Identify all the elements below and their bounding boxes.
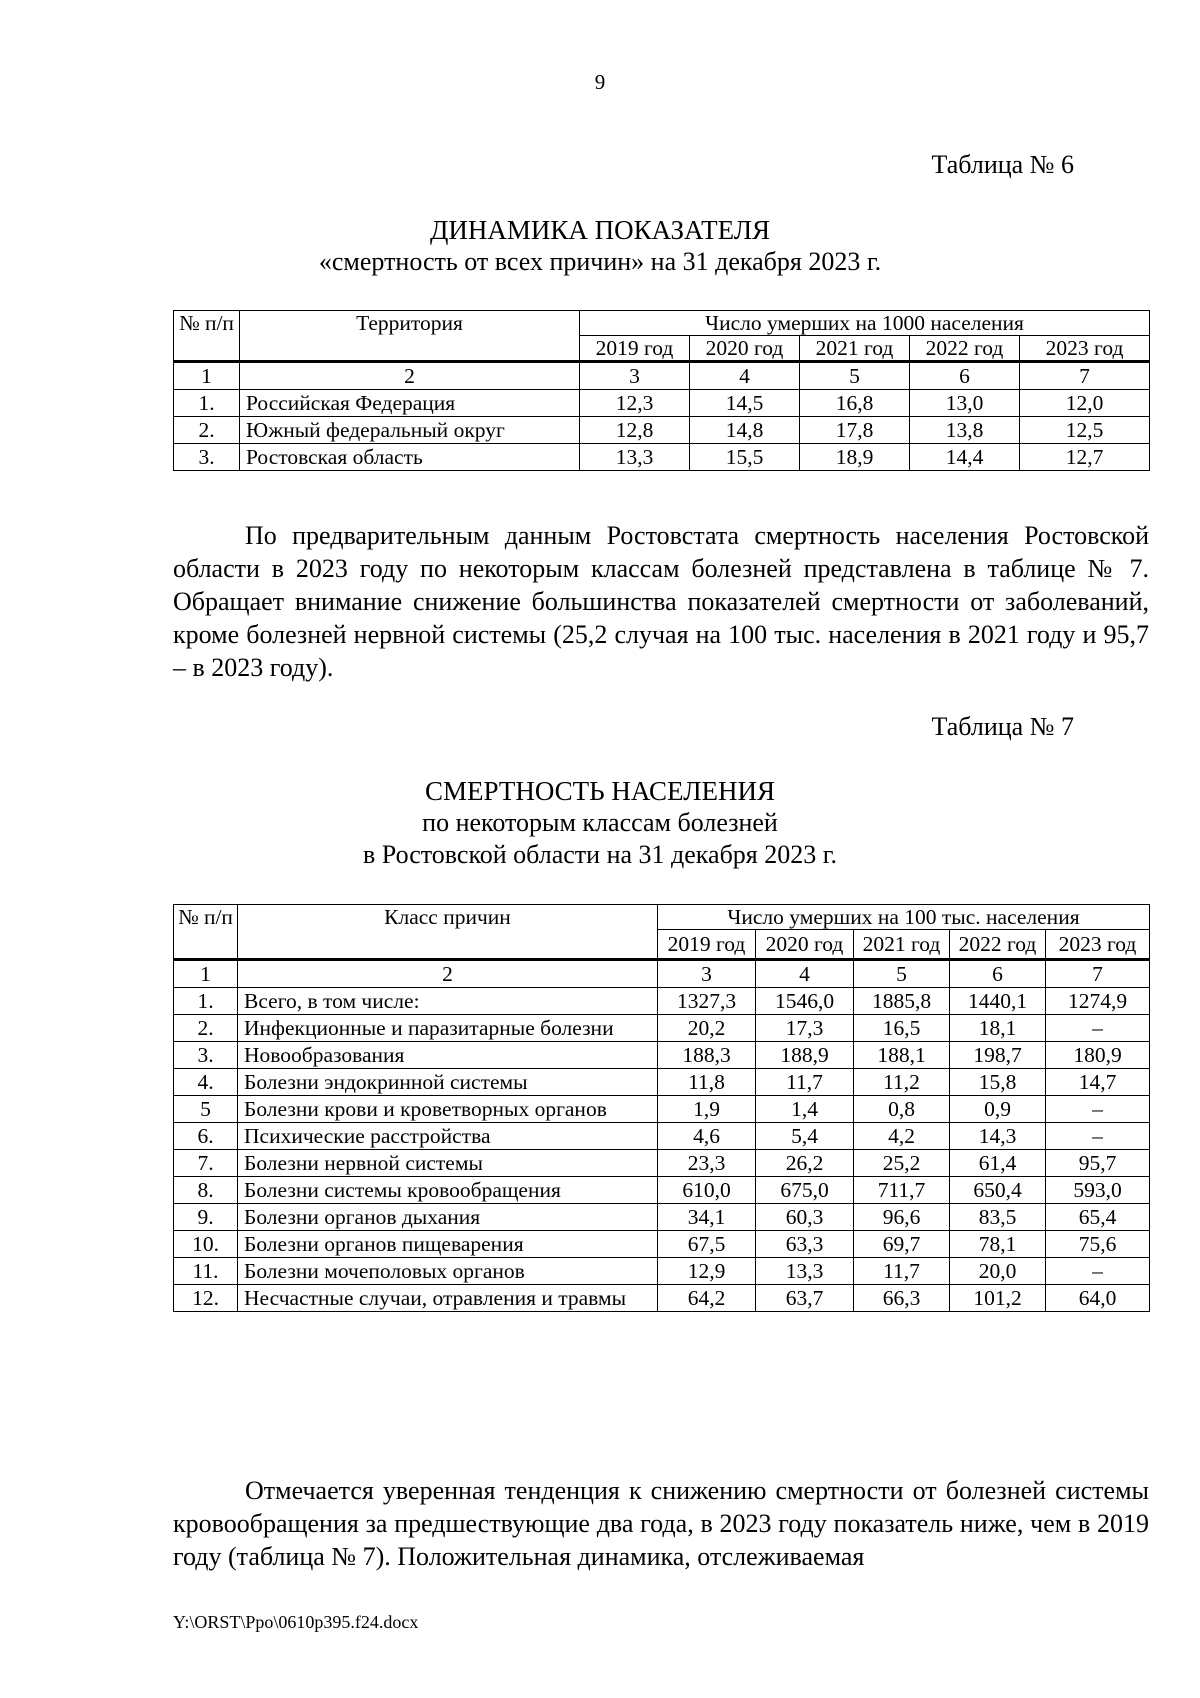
row-value: 13,0 (910, 390, 1020, 417)
row-value: – (1046, 1258, 1150, 1285)
row-value: 61,4 (950, 1150, 1046, 1177)
table6-title: ДИНАМИКА ПОКАЗАТЕЛЯ (429, 215, 771, 245)
table7-title: СМЕРТНОСТЬ НАСЕЛЕНИЯ (424, 776, 776, 806)
table-row (174, 417, 1150, 444)
row-number: 10. (174, 1231, 238, 1258)
row-value: 63,7 (756, 1285, 854, 1312)
paragraph-2-text: Отмечается уверенная тенденция к снижению смертности от болезней системы кровообращения за предшествующие два года, в 2023 году показатель ниже, чем в 2019 году (таблица № 7). Положительная динамика, отслеживаемая (173, 1476, 1149, 1571)
table6-caption: Таблица № 6 (931, 150, 1074, 179)
row-value: 4,6 (658, 1123, 756, 1150)
table-row (174, 988, 1150, 1015)
table7-column-number: 7 (1046, 960, 1150, 988)
row-value: 11,2 (854, 1069, 950, 1096)
row-value: 0,9 (950, 1096, 1046, 1123)
row-value: 11,7 (854, 1258, 950, 1285)
row-value: 12,5 (1020, 417, 1150, 444)
row-value: 1,4 (756, 1096, 854, 1123)
paragraph-2 (173, 1474, 1149, 1573)
table6-header-year: 2020 год (690, 336, 800, 362)
table6-header-year: 2021 год (800, 336, 910, 362)
table7-header-year: 2022 год (950, 930, 1046, 960)
row-number: 1. (174, 390, 240, 417)
table7-caption: Таблица № 7 (931, 712, 1074, 741)
row-value: 17,3 (756, 1015, 854, 1042)
table7-column-number: 4 (756, 960, 854, 988)
table7-column-number: 6 (950, 960, 1046, 988)
table6-column-number: 3 (580, 362, 690, 390)
row-value: 12,0 (1020, 390, 1150, 417)
table7-subtitle-1: по некоторым классам болезней (422, 808, 778, 837)
row-label: Болезни нервной системы (238, 1150, 658, 1177)
table-row (174, 1069, 1150, 1096)
row-value: 14,5 (690, 390, 800, 417)
row-value: 198,7 (950, 1042, 1046, 1069)
row-value: 593,0 (1046, 1177, 1150, 1204)
row-number: 2. (174, 417, 240, 444)
table-row (174, 1150, 1150, 1177)
row-value: 12,7 (1020, 444, 1150, 471)
row-value: 650,4 (950, 1177, 1046, 1204)
row-value: 18,9 (800, 444, 910, 471)
row-value: 13,3 (756, 1258, 854, 1285)
row-value: 12,8 (580, 417, 690, 444)
table-row (174, 1204, 1150, 1231)
table7-column-number: 1 (174, 960, 238, 988)
row-value: 1274,9 (1046, 988, 1150, 1015)
row-value: 1327,3 (658, 988, 756, 1015)
table6-header-year: 2022 год (910, 336, 1020, 362)
table6-column-number: 5 (800, 362, 910, 390)
row-label: Болезни системы кровообращения (238, 1177, 658, 1204)
table6-column-number: 6 (910, 362, 1020, 390)
row-label: Болезни органов пищеварения (238, 1231, 658, 1258)
table6-header-year: 2019 год (580, 336, 690, 362)
row-value: 75,6 (1046, 1231, 1150, 1258)
row-value: 34,1 (658, 1204, 756, 1231)
row-value: 67,5 (658, 1231, 756, 1258)
row-label: Инфекционные и паразитарные болезни (238, 1015, 658, 1042)
row-value: 25,2 (854, 1150, 950, 1177)
row-value: 12,9 (658, 1258, 756, 1285)
table6-column-number: 1 (174, 362, 240, 390)
row-value: 95,7 (1046, 1150, 1150, 1177)
table6-column-number: 7 (1020, 362, 1150, 390)
row-value: 14,7 (1046, 1069, 1150, 1096)
row-value: 16,5 (854, 1015, 950, 1042)
row-value: 65,4 (1046, 1204, 1150, 1231)
row-value: 14,4 (910, 444, 1020, 471)
row-value: 64,0 (1046, 1285, 1150, 1312)
row-number: 1. (174, 988, 238, 1015)
table6-column-number: 2 (240, 362, 580, 390)
row-label: Болезни органов дыхания (238, 1204, 658, 1231)
table7-header-year: 2020 год (756, 930, 854, 960)
row-value: – (1046, 1015, 1150, 1042)
table-row (174, 1042, 1150, 1069)
row-value: 5,4 (756, 1123, 854, 1150)
row-value: 11,7 (756, 1069, 854, 1096)
table-row (174, 1231, 1150, 1258)
table6-column-number: 4 (690, 362, 800, 390)
row-number: 9. (174, 1204, 238, 1231)
row-value: 78,1 (950, 1231, 1046, 1258)
paragraph-1 (173, 519, 1149, 684)
table7-header-year: 2019 год (658, 930, 756, 960)
table7-header-num: № п/п (174, 905, 238, 960)
table-row (174, 1123, 1150, 1150)
row-value: 11,8 (658, 1069, 756, 1096)
row-label: Психические расстройства (238, 1123, 658, 1150)
row-label: Болезни крови и кроветворных органов (238, 1096, 658, 1123)
row-value: 15,5 (690, 444, 800, 471)
table6-header-year: 2023 год (1020, 336, 1150, 362)
row-value: 13,3 (580, 444, 690, 471)
row-label: Болезни эндокринной системы (238, 1069, 658, 1096)
row-value: 20,2 (658, 1015, 756, 1042)
row-value: 1546,0 (756, 988, 854, 1015)
table-row (174, 390, 1150, 417)
row-number: 2. (174, 1015, 238, 1042)
table7-header-year: 2023 год (1046, 930, 1150, 960)
table6-header-group: Число умерших на 1000 населения (580, 311, 1150, 336)
row-value: 0,8 (854, 1096, 950, 1123)
row-label: Новообразования (238, 1042, 658, 1069)
table7 (173, 904, 1150, 1312)
row-value: 20,0 (950, 1258, 1046, 1285)
table7-column-number: 5 (854, 960, 950, 988)
table7-column-numbers-row (174, 960, 1150, 988)
row-value: 12,3 (580, 390, 690, 417)
row-value: 675,0 (756, 1177, 854, 1204)
row-value: 188,3 (658, 1042, 756, 1069)
row-label: Российская Федерация (240, 390, 580, 417)
row-value: 188,1 (854, 1042, 950, 1069)
row-label: Ростовская область (240, 444, 580, 471)
row-value: 66,3 (854, 1285, 950, 1312)
row-number: 3. (174, 444, 240, 471)
table6-column-numbers-row (174, 362, 1150, 390)
row-value: 14,8 (690, 417, 800, 444)
row-value: 17,8 (800, 417, 910, 444)
row-value: 15,8 (950, 1069, 1046, 1096)
row-value: 101,2 (950, 1285, 1046, 1312)
row-value: 26,2 (756, 1150, 854, 1177)
row-value: 64,2 (658, 1285, 756, 1312)
row-value: 610,0 (658, 1177, 756, 1204)
row-label: Южный федеральный округ (240, 417, 580, 444)
table6-subtitle: «смертность от всех причин» на 31 декабря 2023 г. (318, 247, 882, 276)
paragraph-1-text: По предварительным данным Ростовстата смертность населения Ростовской области в 2023 году по некоторым классам болезней представлена в таблице № 7. Обращает внимание снижение большинства показателей смертности от заболеваний, кроме болезней нервной системы (25,2 случая на 100 тыс. населения в 2021 году и 95,7 – в 2023 году). (173, 521, 1149, 682)
row-value: 69,7 (854, 1231, 950, 1258)
table7-subtitle-2: в Ростовской области на 31 декабря 2023 г. (362, 840, 838, 869)
table6-header-territory: Территория (240, 311, 580, 362)
row-number: 7. (174, 1150, 238, 1177)
row-value: 4,2 (854, 1123, 950, 1150)
row-value: 1,9 (658, 1096, 756, 1123)
table7-header-group: Число умерших на 100 тыс. населения (658, 905, 1150, 930)
row-value: 63,3 (756, 1231, 854, 1258)
row-number: 6. (174, 1123, 238, 1150)
row-number: 8. (174, 1177, 238, 1204)
table6-title-block (0, 214, 1200, 278)
row-number: 4. (174, 1069, 238, 1096)
table-row (174, 1285, 1150, 1312)
table-row (174, 1258, 1150, 1285)
page-number: 9 (594, 70, 606, 94)
table7-column-number: 3 (658, 960, 756, 988)
row-value: 13,8 (910, 417, 1020, 444)
row-value: 1440,1 (950, 988, 1046, 1015)
row-value: 1885,8 (854, 988, 950, 1015)
table7-title-block (0, 775, 1200, 871)
row-label: Несчастные случаи, отравления и травмы (238, 1285, 658, 1312)
table-row (174, 1096, 1150, 1123)
table7-column-number: 2 (238, 960, 658, 988)
table7-header-year: 2021 год (854, 930, 950, 960)
row-value: – (1046, 1096, 1150, 1123)
row-number: 12. (174, 1285, 238, 1312)
row-label: Болезни мочеполовых органов (238, 1258, 658, 1285)
row-value: 23,3 (658, 1150, 756, 1177)
row-value: 14,3 (950, 1123, 1046, 1150)
table7-header-class: Класс причин (238, 905, 658, 960)
table-row (174, 444, 1150, 471)
file-path-footer: Y:\ORST\Ppo\0610p395.f24.docx (173, 1612, 419, 1632)
row-value: 96,6 (854, 1204, 950, 1231)
row-number: 11. (174, 1258, 238, 1285)
table6 (173, 310, 1150, 471)
row-value: 180,9 (1046, 1042, 1150, 1069)
row-number: 3. (174, 1042, 238, 1069)
row-value: 188,9 (756, 1042, 854, 1069)
row-value: 60,3 (756, 1204, 854, 1231)
row-number: 5 (174, 1096, 238, 1123)
row-value: – (1046, 1123, 1150, 1150)
table-row (174, 1015, 1150, 1042)
table6-header-num: № п/п (174, 311, 240, 362)
row-value: 16,8 (800, 390, 910, 417)
row-value: 711,7 (854, 1177, 950, 1204)
row-label: Всего, в том числе: (238, 988, 658, 1015)
table-row (174, 1177, 1150, 1204)
row-value: 18,1 (950, 1015, 1046, 1042)
row-value: 83,5 (950, 1204, 1046, 1231)
